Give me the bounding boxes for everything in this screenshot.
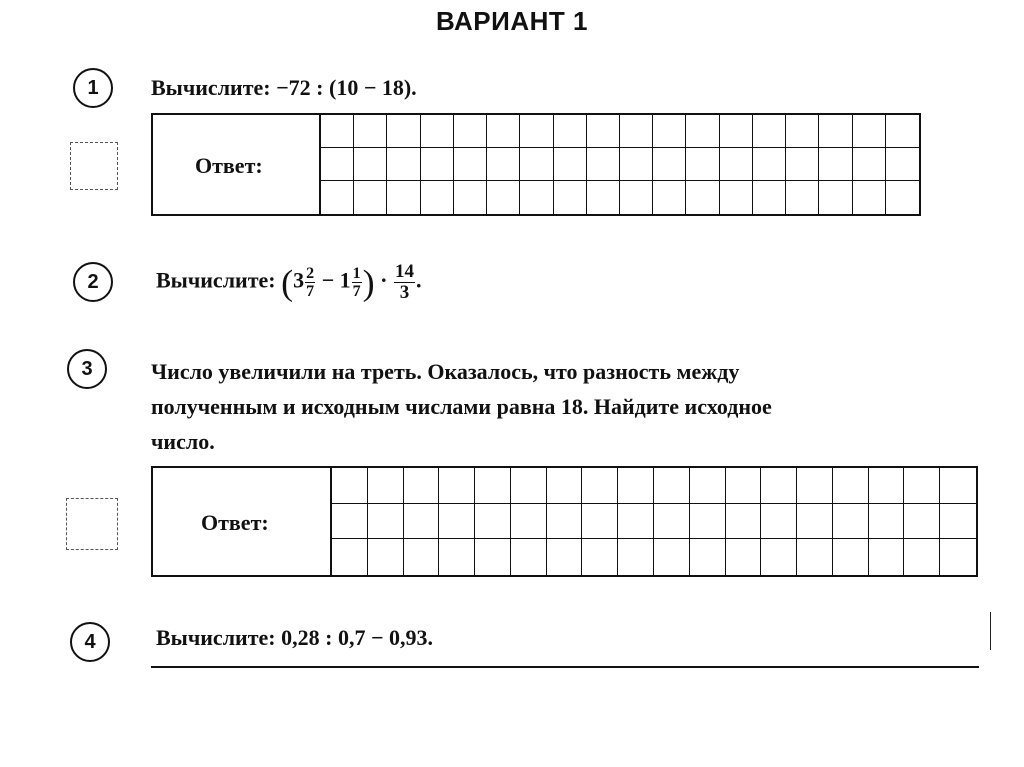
answer-cell[interactable] <box>753 115 786 148</box>
fraction-2-denominator: 7 <box>352 283 361 300</box>
answer-cell[interactable] <box>753 181 786 214</box>
answer-cell[interactable] <box>547 539 583 575</box>
answer-cell[interactable] <box>833 539 869 575</box>
answer-cell[interactable] <box>404 504 440 540</box>
answer-cell[interactable] <box>618 504 654 540</box>
answer-cell[interactable] <box>520 115 553 148</box>
answer-cell[interactable] <box>618 468 654 504</box>
answer-cell[interactable] <box>904 539 940 575</box>
page-title: ВАРИАНТ 1 <box>436 6 588 36</box>
answer-cell[interactable] <box>554 115 587 148</box>
answer-cell[interactable] <box>368 504 404 540</box>
answer-cell[interactable] <box>582 468 618 504</box>
task-1-prompt: Вычислите: <box>151 75 271 100</box>
task-4-number: 4 <box>70 622 110 662</box>
answer-cell[interactable] <box>487 115 520 148</box>
answer-cell[interactable] <box>726 504 762 540</box>
answer-cell[interactable] <box>720 115 753 148</box>
answer-cell[interactable] <box>904 504 940 540</box>
answer-cell[interactable] <box>654 539 690 575</box>
answer-cell[interactable] <box>720 148 753 181</box>
answer-cell[interactable] <box>690 539 726 575</box>
answer-cell[interactable] <box>797 468 833 504</box>
answer-cell[interactable] <box>869 504 905 540</box>
fraction-2-numerator: 1 <box>352 265 361 282</box>
answer-cell[interactable] <box>720 181 753 214</box>
answer-cell[interactable] <box>511 504 547 540</box>
answer-cell[interactable] <box>354 148 387 181</box>
answer-cell[interactable] <box>833 504 869 540</box>
expression-end: . <box>416 267 422 293</box>
answer-cell[interactable] <box>869 468 905 504</box>
answer-cell[interactable] <box>332 539 368 575</box>
task-1-question <box>151 71 417 105</box>
task-4-question <box>156 621 433 655</box>
mixed-whole-1: 3 <box>293 267 305 293</box>
answer-cell[interactable] <box>387 148 420 181</box>
answer-cell[interactable] <box>620 148 653 181</box>
task-2-prompt: Вычислите: <box>156 267 276 293</box>
answer-cell[interactable] <box>786 181 819 214</box>
answer-cell[interactable] <box>726 539 762 575</box>
answer-cell[interactable] <box>454 115 487 148</box>
task-1-expression: −72 : (10 − 18). <box>276 75 417 100</box>
answer-cell[interactable] <box>520 181 553 214</box>
answer-cell[interactable] <box>368 468 404 504</box>
answer-cell[interactable] <box>654 468 690 504</box>
task-3-line-3: число. <box>151 429 215 454</box>
open-paren: ( <box>281 262 294 303</box>
answer-cell[interactable] <box>332 468 368 504</box>
answer-cell[interactable] <box>686 115 719 148</box>
answer-cell[interactable] <box>582 539 618 575</box>
answer-cell[interactable] <box>654 504 690 540</box>
answer-cell[interactable] <box>726 468 762 504</box>
mixed-whole-2: 1 <box>339 267 351 293</box>
answer-cell[interactable] <box>454 181 487 214</box>
answer-cell[interactable] <box>786 148 819 181</box>
answer-cell[interactable] <box>653 148 686 181</box>
fraction-1-numerator: 2 <box>306 265 315 282</box>
answer-cell[interactable] <box>833 468 869 504</box>
answer-cell[interactable] <box>797 504 833 540</box>
answer-cell[interactable] <box>690 468 726 504</box>
answer-cell[interactable] <box>940 539 976 575</box>
answer-cell[interactable] <box>475 504 511 540</box>
answer-cell[interactable] <box>886 115 919 148</box>
answer-cell[interactable] <box>321 181 354 214</box>
answer-cell[interactable] <box>618 539 654 575</box>
answer-cell[interactable] <box>904 468 940 504</box>
answer-cell[interactable] <box>853 148 886 181</box>
answer-cell[interactable] <box>753 148 786 181</box>
task-3-question <box>151 354 772 459</box>
answer-cell[interactable] <box>886 181 919 214</box>
task-3-number: 3 <box>67 349 107 389</box>
answer-cell[interactable] <box>439 504 475 540</box>
answer-cell[interactable] <box>620 115 653 148</box>
fraction-3 <box>394 262 415 303</box>
answer-cell[interactable] <box>819 148 852 181</box>
task-3-answer-box[interactable] <box>151 466 978 577</box>
answer-cell[interactable] <box>421 181 454 214</box>
fraction-2 <box>352 265 362 300</box>
answer-cell[interactable] <box>797 539 833 575</box>
answer-cell[interactable] <box>354 115 387 148</box>
answer-cell[interactable] <box>554 181 587 214</box>
answer-cell[interactable] <box>475 539 511 575</box>
answer-cell[interactable] <box>454 148 487 181</box>
margin-mark <box>990 612 997 650</box>
answer-cell[interactable] <box>653 115 686 148</box>
task-4-answer-line <box>151 666 979 668</box>
answer-cell[interactable] <box>554 148 587 181</box>
task-1-answer-grid[interactable] <box>319 115 919 214</box>
answer-cell[interactable] <box>547 468 583 504</box>
answer-cell[interactable] <box>511 468 547 504</box>
answer-cell[interactable] <box>819 115 852 148</box>
answer-cell[interactable] <box>761 468 797 504</box>
task-3-answer-label: Ответ: <box>201 510 269 535</box>
answer-cell[interactable] <box>940 504 976 540</box>
task-4-expression: 0,28 : 0,7 − 0,93. <box>281 625 433 650</box>
fraction-1-denominator: 7 <box>306 283 315 300</box>
answer-cell[interactable] <box>587 115 620 148</box>
answer-cell[interactable] <box>368 539 404 575</box>
answer-cell[interactable] <box>869 539 905 575</box>
answer-cell[interactable] <box>819 181 852 214</box>
answer-cell[interactable] <box>511 539 547 575</box>
answer-cell[interactable] <box>387 181 420 214</box>
answer-cell[interactable] <box>404 468 440 504</box>
answer-cell[interactable] <box>387 115 420 148</box>
answer-cell[interactable] <box>653 181 686 214</box>
fraction-1 <box>305 265 315 300</box>
task-3-score-box <box>66 498 118 550</box>
answer-cell[interactable] <box>853 115 886 148</box>
task-2-question <box>156 262 422 303</box>
answer-cell[interactable] <box>761 539 797 575</box>
answer-cell[interactable] <box>587 181 620 214</box>
answer-cell[interactable] <box>487 148 520 181</box>
answer-cell[interactable] <box>439 539 475 575</box>
answer-cell[interactable] <box>487 181 520 214</box>
answer-cell[interactable] <box>421 115 454 148</box>
answer-cell[interactable] <box>547 504 583 540</box>
answer-cell[interactable] <box>587 148 620 181</box>
answer-cell[interactable] <box>421 148 454 181</box>
answer-cell[interactable] <box>686 181 719 214</box>
multiply-dot: · <box>380 267 388 293</box>
close-paren: ) <box>362 262 375 303</box>
task-2-number: 2 <box>73 262 113 302</box>
task-1-score-box <box>70 142 118 190</box>
task-3-answer-grid[interactable] <box>330 468 976 575</box>
task-1-answer-box[interactable] <box>151 113 921 216</box>
minus-sign: − <box>321 267 335 293</box>
task-3-line-2: полученным и исходным числами равна 18. Найдите исходное <box>151 394 772 419</box>
answer-cell[interactable] <box>520 148 553 181</box>
answer-cell[interactable] <box>853 181 886 214</box>
answer-cell[interactable] <box>439 468 475 504</box>
task-1-answer-label: Ответ: <box>195 153 263 178</box>
answer-cell[interactable] <box>940 468 976 504</box>
answer-cell[interactable] <box>321 148 354 181</box>
answer-cell[interactable] <box>321 115 354 148</box>
answer-cell[interactable] <box>332 504 368 540</box>
answer-cell[interactable] <box>690 504 726 540</box>
answer-cell[interactable] <box>761 504 797 540</box>
answer-cell[interactable] <box>886 148 919 181</box>
task-3-line-1: Число увеличили на треть. Оказалось, что разность между <box>151 359 740 384</box>
answer-cell[interactable] <box>786 115 819 148</box>
fraction-3-denominator: 3 <box>399 282 410 303</box>
answer-cell[interactable] <box>686 148 719 181</box>
answer-cell[interactable] <box>620 181 653 214</box>
answer-cell[interactable] <box>354 181 387 214</box>
answer-cell[interactable] <box>475 468 511 504</box>
answer-cell[interactable] <box>582 504 618 540</box>
task-1-number: 1 <box>73 68 113 108</box>
answer-cell[interactable] <box>404 539 440 575</box>
fraction-3-numerator: 14 <box>395 261 415 282</box>
task-4-prompt: Вычислите: <box>156 625 276 650</box>
